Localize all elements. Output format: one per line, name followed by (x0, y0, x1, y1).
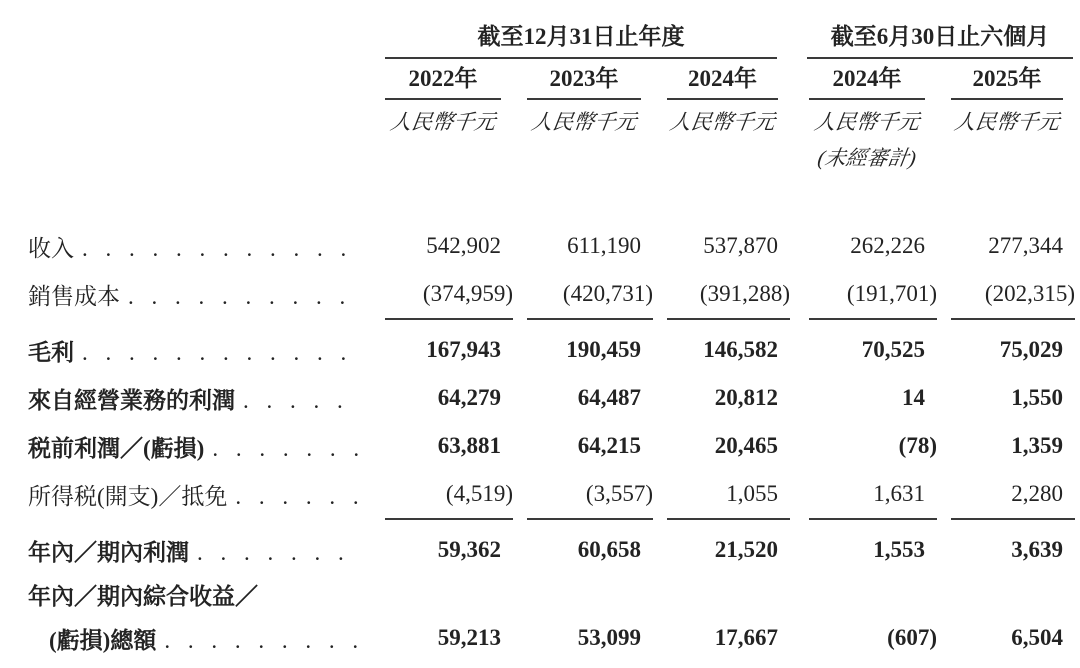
currency-unit-label: 人民幣千元 (668, 110, 777, 134)
row-revenue (28, 222, 1080, 270)
value-cell: 1,631 (873, 481, 925, 506)
value-cell: 17,667 (714, 625, 778, 650)
year-column-header: 2024年 (809, 60, 925, 100)
row-label: 所得税(開支)／抵免 (28, 483, 228, 509)
subtotal-rule-row (28, 318, 1080, 326)
unaudited-note-row (28, 136, 1080, 172)
value-cell: 70,525 (861, 337, 925, 362)
dot-leader (243, 388, 361, 414)
subtotal-rule (809, 318, 937, 320)
value-cell: 146,582 (703, 337, 778, 362)
value-cell: 6,504 (1011, 625, 1063, 650)
value-cell: (607) (887, 625, 937, 650)
unaudited-note: (未經審計) (816, 146, 918, 170)
row-comprehensive-income-label (28, 574, 1080, 614)
subtotal-rule (527, 318, 653, 320)
value-cell: (78) (898, 433, 937, 458)
value-cell: 20,812 (714, 385, 778, 410)
value-cell: 59,213 (437, 625, 501, 650)
value-cell: (374,959) (422, 281, 513, 306)
subtotal-rule (385, 518, 513, 520)
value-cell: 75,029 (999, 337, 1063, 362)
currency-unit-label: 人民幣千元 (529, 110, 639, 134)
value-cell: (420,731) (562, 281, 653, 306)
dot-leader (197, 540, 361, 566)
value-cell: 14 (902, 385, 925, 410)
value-cell: (202,315) (984, 281, 1075, 306)
currency-unit-label: 人民幣千元 (388, 110, 498, 134)
subtotal-rule (527, 518, 653, 520)
subtotal-rule-row (28, 518, 1080, 526)
subtotal-rule (809, 518, 937, 520)
dot-leader (235, 484, 361, 510)
year-column-header: 2024年 (667, 60, 778, 100)
row-cost-of-sales (28, 270, 1080, 318)
dot-leader (82, 236, 361, 262)
value-cell: (391,288) (699, 281, 790, 306)
value-cell: 1,359 (1011, 433, 1063, 458)
value-cell: 59,362 (437, 537, 501, 562)
row-label: 來自經營業務的利潤 (28, 387, 235, 413)
value-cell: (4,519) (445, 481, 513, 506)
subtotal-rule (385, 318, 513, 320)
value-cell: 53,099 (577, 625, 641, 650)
row-label: 收入 (28, 235, 74, 261)
value-cell: 1,553 (873, 537, 925, 562)
row-comprehensive-income-total (28, 614, 1080, 662)
annual-period-group-header: 截至12月31日止年度 (385, 18, 777, 59)
row-operating-profit (28, 374, 1080, 422)
dot-leader (82, 340, 361, 366)
value-cell: 21,520 (714, 537, 778, 562)
value-cell: 3,639 (1011, 537, 1063, 562)
row-label: 毛利 (28, 339, 74, 365)
value-cell: (191,701) (846, 281, 937, 306)
value-cell: 60,658 (577, 537, 641, 562)
dot-leader (164, 628, 361, 654)
subtotal-rule (951, 518, 1075, 520)
dot-leader (212, 436, 361, 462)
currency-unit-label: 人民幣千元 (812, 110, 922, 134)
value-cell: 1,550 (1011, 385, 1063, 410)
value-cell: 277,344 (988, 233, 1063, 258)
period-group-header-row (28, 18, 1080, 58)
interim-period-group-header: 截至6月30日止六個月 (807, 18, 1073, 59)
value-cell: 64,215 (577, 433, 641, 458)
value-cell: 64,279 (437, 385, 501, 410)
currency-unit-label: 人民幣千元 (952, 110, 1062, 134)
value-cell: 2,280 (1011, 481, 1063, 506)
subtotal-rule (667, 518, 790, 520)
row-label: (虧損)總額 (49, 627, 157, 653)
year-column-header: 2022年 (385, 60, 501, 100)
year-header-row (28, 58, 1080, 100)
row-income-tax (28, 470, 1080, 518)
value-cell: 537,870 (703, 233, 778, 258)
dot-leader (128, 284, 361, 310)
subtotal-rule (951, 318, 1075, 320)
row-label: 年內／期內綜合收益／ (28, 583, 258, 609)
row-profit-before-tax (28, 422, 1080, 470)
row-gross-profit (28, 326, 1080, 374)
value-cell: 611,190 (567, 233, 641, 258)
row-label: 銷售成本 (28, 283, 120, 309)
value-cell: 1,055 (726, 481, 778, 506)
year-column-header: 2025年 (951, 60, 1063, 100)
value-cell: 542,902 (426, 233, 501, 258)
value-cell: 64,487 (577, 385, 641, 410)
row-profit-for-period (28, 526, 1080, 574)
header-body-spacer (28, 172, 1080, 222)
value-cell: 262,226 (850, 233, 925, 258)
value-cell: (3,557) (585, 481, 653, 506)
value-cell: 190,459 (566, 337, 641, 362)
row-label: 年內／期內利潤 (28, 539, 189, 565)
subtotal-rule (667, 318, 790, 320)
value-cell: 20,465 (714, 433, 778, 458)
currency-unit-row (28, 100, 1080, 136)
row-label: 税前利潤／(虧損) (28, 435, 205, 461)
value-cell: 167,943 (426, 337, 501, 362)
value-cell: 63,881 (437, 433, 501, 458)
year-column-header: 2023年 (527, 60, 641, 100)
